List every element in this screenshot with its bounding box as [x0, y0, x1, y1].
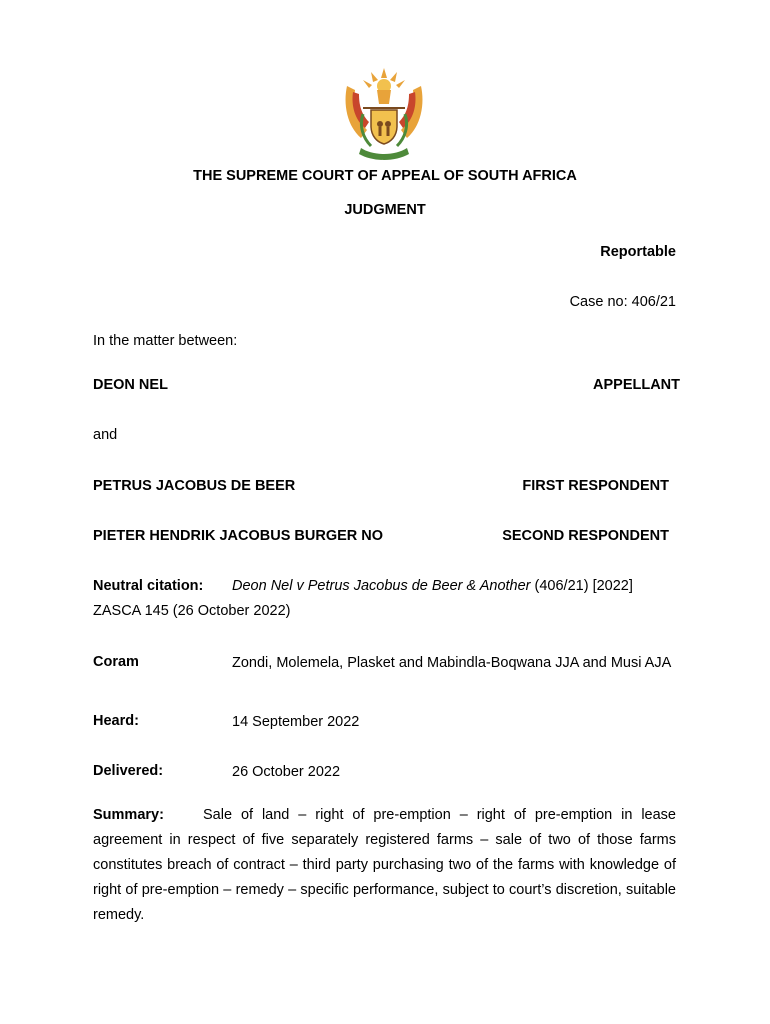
coat-of-arms-icon — [337, 64, 431, 162]
document-type: JUDGMENT — [344, 202, 426, 218]
citation-case-name: Deon Nel v Petrus Jacobus de Beer & Another — [232, 578, 531, 594]
case-number: Case no: 406/21 — [569, 294, 676, 310]
reportable-label: Reportable — [600, 244, 676, 260]
summary-text: Sale of land – right of pre-emption – right of pre-emption in lease agreement in respect of five separately registered farms – sale of two of those farms constitutes breach of contract – third party purchasing two of the farms with knowledge of right of pre-emption – remedy – specific performance, subject to court’s discretion, suitable remedy. — [93, 807, 676, 923]
summary-paragraph — [93, 803, 676, 928]
neutral-citation-line2: ZASCA 145 (26 October 2022) — [93, 603, 291, 619]
citation-reference: (406/21) [2022] — [530, 578, 633, 594]
neutral-citation-label: Neutral citation: — [93, 578, 204, 594]
parties-intro: In the matter between: — [93, 333, 238, 349]
delivered-label: Delivered: — [93, 763, 164, 779]
heard-value: 14 September 2022 — [232, 714, 360, 730]
coram-value: Zondi, Molemela, Plasket and Mabindla-Boqwana JJA and Musi AJA — [232, 655, 672, 671]
first-respondent-role: FIRST RESPONDENT — [522, 478, 669, 494]
appellant-role: APPELLANT — [593, 377, 680, 393]
neutral-citation-line1 — [232, 578, 678, 594]
appellant-name: DEON NEL — [93, 377, 168, 393]
second-respondent-name: PIETER HENDRIK JACOBUS BURGER NO — [93, 528, 384, 544]
and-connector: and — [93, 427, 118, 443]
delivered-value: 26 October 2022 — [232, 764, 341, 780]
second-respondent-role: SECOND RESPONDENT — [502, 528, 669, 544]
coram-label: Coram — [93, 654, 139, 670]
court-name: THE SUPREME COURT OF APPEAL OF SOUTH AFRICA — [193, 168, 577, 184]
first-respondent-name: PETRUS JACOBUS DE BEER — [93, 478, 296, 494]
heard-label: Heard: — [93, 713, 139, 729]
summary-label: Summary: — [93, 807, 164, 823]
